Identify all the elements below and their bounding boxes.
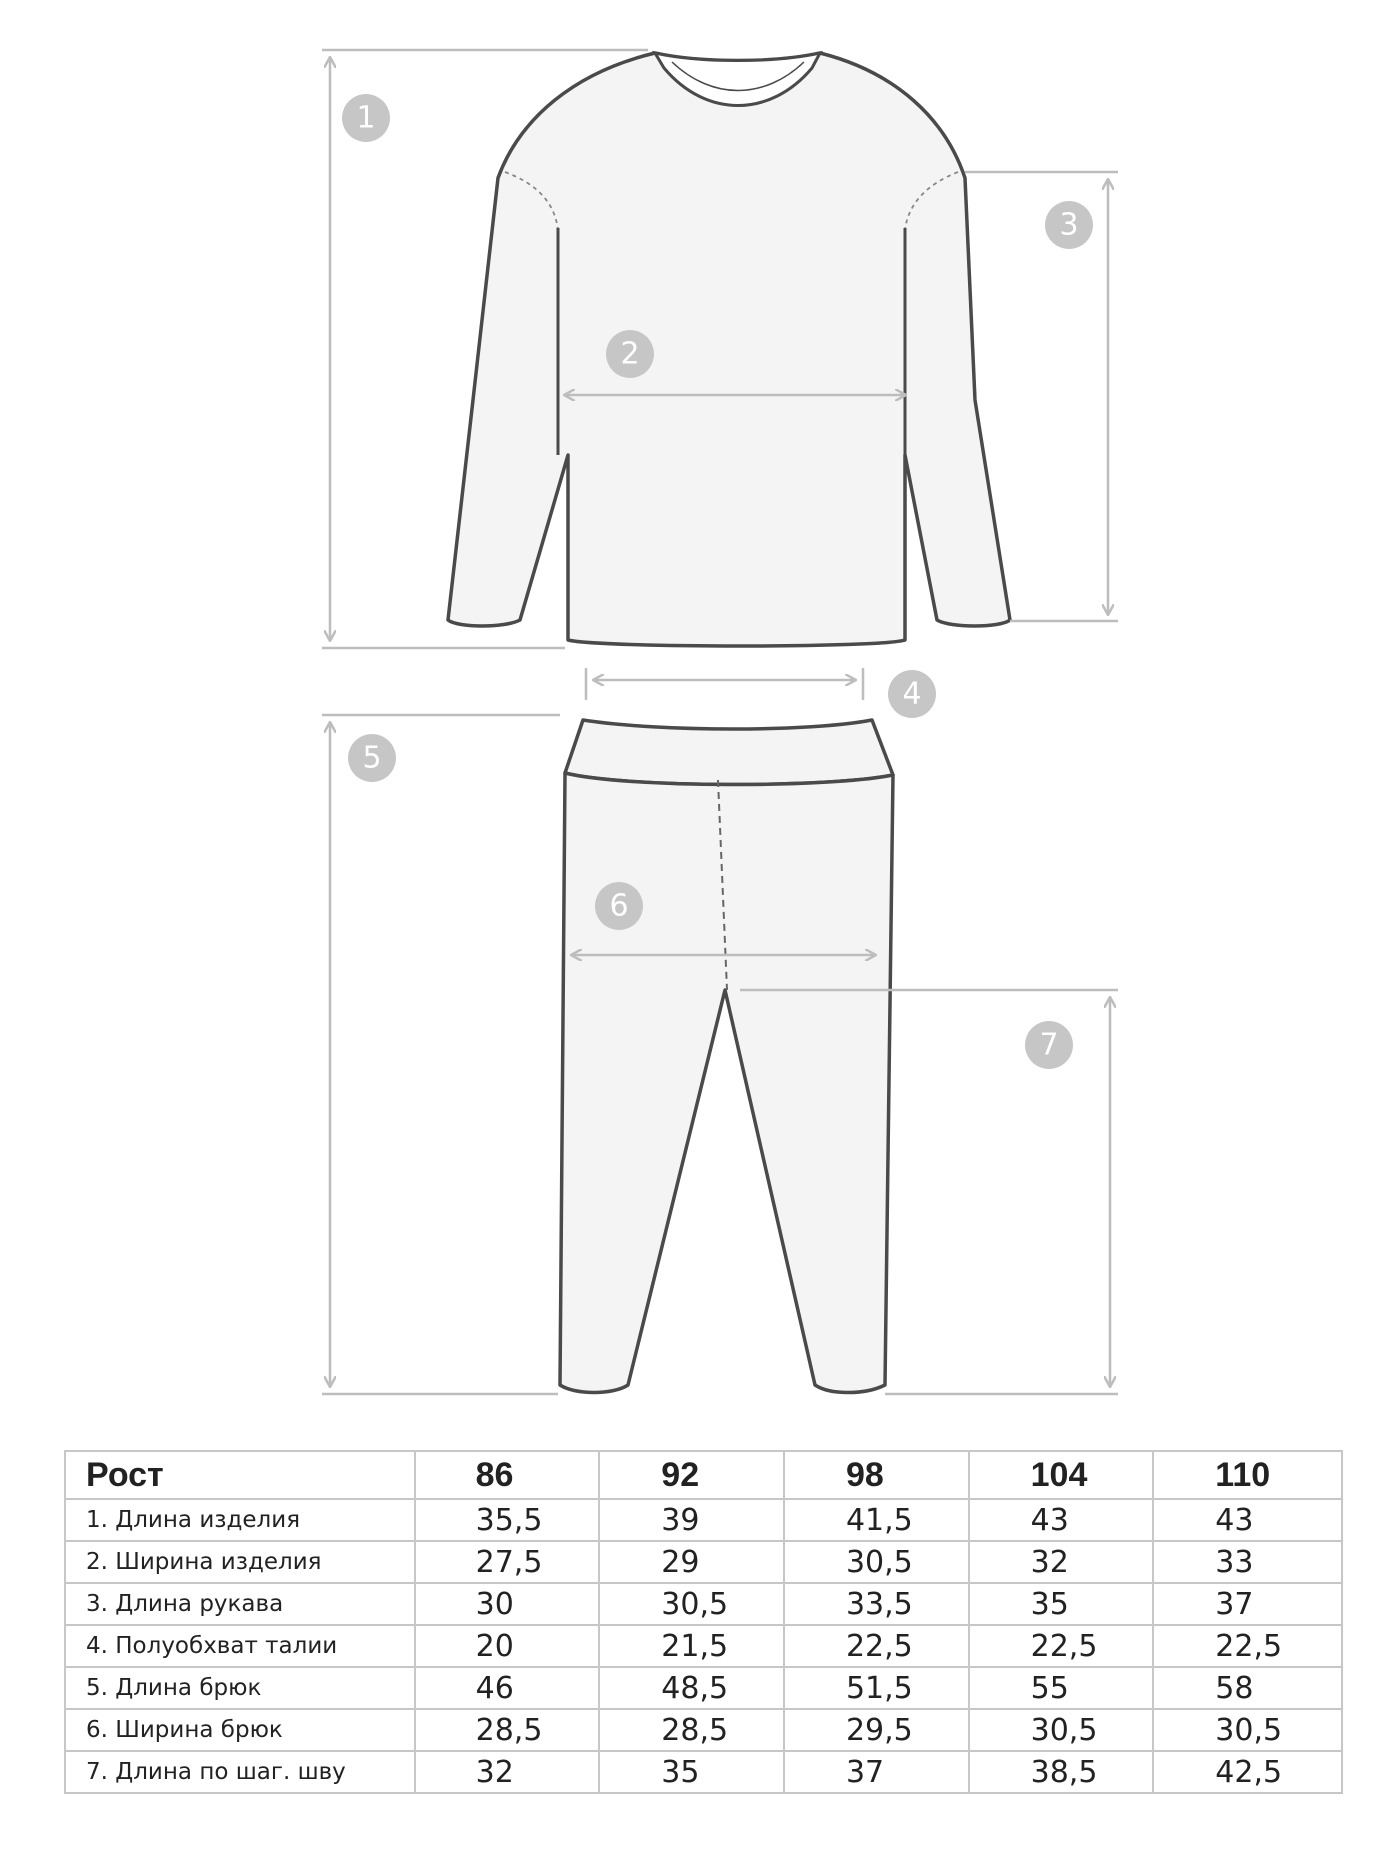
table-cell: 28,5 bbox=[599, 1709, 784, 1751]
table-cell: 30,5 bbox=[599, 1583, 784, 1625]
pants-drawing bbox=[560, 720, 893, 1393]
table-cell: 22,5 bbox=[969, 1625, 1154, 1667]
table-cell: 30,5 bbox=[784, 1541, 969, 1583]
table-cell: 35 bbox=[969, 1583, 1154, 1625]
sweatshirt-drawing bbox=[448, 53, 1010, 646]
table-cell: 30 bbox=[415, 1583, 600, 1625]
table-cell: 33,5 bbox=[784, 1583, 969, 1625]
svg-text:4: 4 bbox=[902, 676, 922, 712]
table-cell: 37 bbox=[1153, 1583, 1342, 1625]
row-label: 2. Ширина изделия bbox=[65, 1541, 415, 1583]
svg-text:7: 7 bbox=[1039, 1027, 1059, 1063]
table-row bbox=[65, 1667, 1342, 1709]
table-cell: 30,5 bbox=[1153, 1709, 1342, 1751]
table-cell: 42,5 bbox=[1153, 1751, 1342, 1793]
badge-5 bbox=[348, 734, 396, 782]
row-label: 5. Длина брюк bbox=[65, 1667, 415, 1709]
row-label: 3. Длина рукава bbox=[65, 1583, 415, 1625]
table-row bbox=[65, 1625, 1342, 1667]
table-cell: 35 bbox=[599, 1751, 784, 1793]
size-header: 104 bbox=[969, 1451, 1154, 1499]
svg-text:5: 5 bbox=[362, 740, 382, 776]
svg-text:3: 3 bbox=[1059, 207, 1079, 243]
table-row bbox=[65, 1541, 1342, 1583]
table-cell: 21,5 bbox=[599, 1625, 784, 1667]
badge-6 bbox=[595, 882, 643, 930]
table-row bbox=[65, 1499, 1342, 1541]
svg-text:2: 2 bbox=[620, 336, 640, 372]
svg-text:6: 6 bbox=[609, 888, 629, 924]
badge-3 bbox=[1045, 201, 1093, 249]
table-row bbox=[65, 1709, 1342, 1751]
table-row bbox=[65, 1583, 1342, 1625]
table-cell: 43 bbox=[1153, 1499, 1342, 1541]
table-cell: 22,5 bbox=[1153, 1625, 1342, 1667]
table-header-row bbox=[65, 1451, 1342, 1499]
table-cell: 33 bbox=[1153, 1541, 1342, 1583]
table-cell: 48,5 bbox=[599, 1667, 784, 1709]
size-chart-table bbox=[64, 1450, 1343, 1794]
table-cell: 51,5 bbox=[784, 1667, 969, 1709]
table-cell: 58 bbox=[1153, 1667, 1342, 1709]
table-cell: 29 bbox=[599, 1541, 784, 1583]
row-label: 7. Длина по шаг. шву bbox=[65, 1751, 415, 1793]
size-header: 110 bbox=[1153, 1451, 1342, 1499]
height-header: Рост bbox=[65, 1451, 415, 1499]
table-cell: 39 bbox=[599, 1499, 784, 1541]
table-cell: 55 bbox=[969, 1667, 1154, 1709]
table-cell: 30,5 bbox=[969, 1709, 1154, 1751]
table-cell: 38,5 bbox=[969, 1751, 1154, 1793]
table-cell: 35,5 bbox=[415, 1499, 600, 1541]
badge-2 bbox=[606, 330, 654, 378]
table-cell: 32 bbox=[415, 1751, 600, 1793]
badge-4 bbox=[888, 670, 936, 718]
pants-outline bbox=[560, 773, 893, 1393]
table-cell: 22,5 bbox=[784, 1625, 969, 1667]
badge-7 bbox=[1025, 1021, 1073, 1069]
svg-text:1: 1 bbox=[356, 100, 376, 136]
table-cell: 32 bbox=[969, 1541, 1154, 1583]
row-label: 6. Ширина брюк bbox=[65, 1709, 415, 1751]
table-cell: 29,5 bbox=[784, 1709, 969, 1751]
size-header: 92 bbox=[599, 1451, 784, 1499]
table-cell: 37 bbox=[784, 1751, 969, 1793]
row-label: 4. Полуобхват талии bbox=[65, 1625, 415, 1667]
table-cell: 46 bbox=[415, 1667, 600, 1709]
size-header: 98 bbox=[784, 1451, 969, 1499]
sweatshirt-outline bbox=[448, 53, 1010, 646]
table-cell: 43 bbox=[969, 1499, 1154, 1541]
pants-waistband bbox=[565, 720, 893, 785]
table-row bbox=[65, 1751, 1342, 1793]
size-header: 86 bbox=[415, 1451, 600, 1499]
table-cell: 41,5 bbox=[784, 1499, 969, 1541]
table-cell: 20 bbox=[415, 1625, 600, 1667]
badge-1 bbox=[342, 94, 390, 142]
table-cell: 27,5 bbox=[415, 1541, 600, 1583]
row-label: 1. Длина изделия bbox=[65, 1499, 415, 1541]
table-cell: 28,5 bbox=[415, 1709, 600, 1751]
